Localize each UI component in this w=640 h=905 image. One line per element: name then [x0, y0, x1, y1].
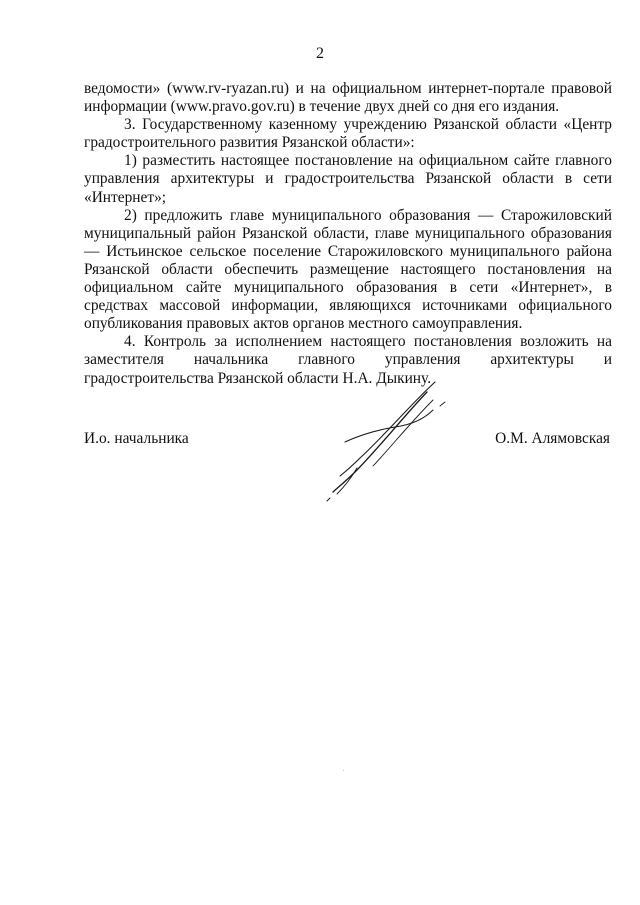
paragraph-publication: ведомости» (www.rv-ryazan.ru) и на официальном интернет-портале правовой информации (www.pravo.gov.ru) в течение двух дней со дня его издания. — [84, 80, 612, 116]
paragraph-item-3: 3. Государственному казенному учреждению Рязанской области «Центр градостроительного развития Рязанской области»: — [84, 116, 612, 152]
document-body — [84, 80, 612, 388]
signer-name: О.М. Алямовская — [495, 430, 610, 447]
page-number: 2 — [316, 45, 324, 62]
signer-position: И.о. начальника — [84, 430, 189, 447]
paragraph-subitem-2: 2) предложить главе муниципального образования — Старожиловский муниципальный район Рязанской области, главе муниципального образования — Истьинское сельское поселение Старожиловского муниципального района Рязанской области обеспечить размещение настоящего постановления на официальном сайте муниципального образования в сети «Интернет», в средствах массовой информации, являющихся источниками официального опубликования правовых актов органов местного самоуправления. — [84, 206, 612, 333]
scan-artifact — [343, 770, 344, 771]
paragraph-item-4: 4. Контроль за исполнением настоящего постановления возложить на заместителя начальника главного управления архитектуры и градостроительства Рязанской области Н.А. Дыкину. — [84, 333, 612, 387]
paragraph-subitem-1: 1) разместить настоящее постановление на официальном сайте главного управления архитектуры и градостроительства Рязанской области в сети «Интернет»; — [84, 152, 612, 206]
handwritten-signature — [315, 380, 455, 505]
